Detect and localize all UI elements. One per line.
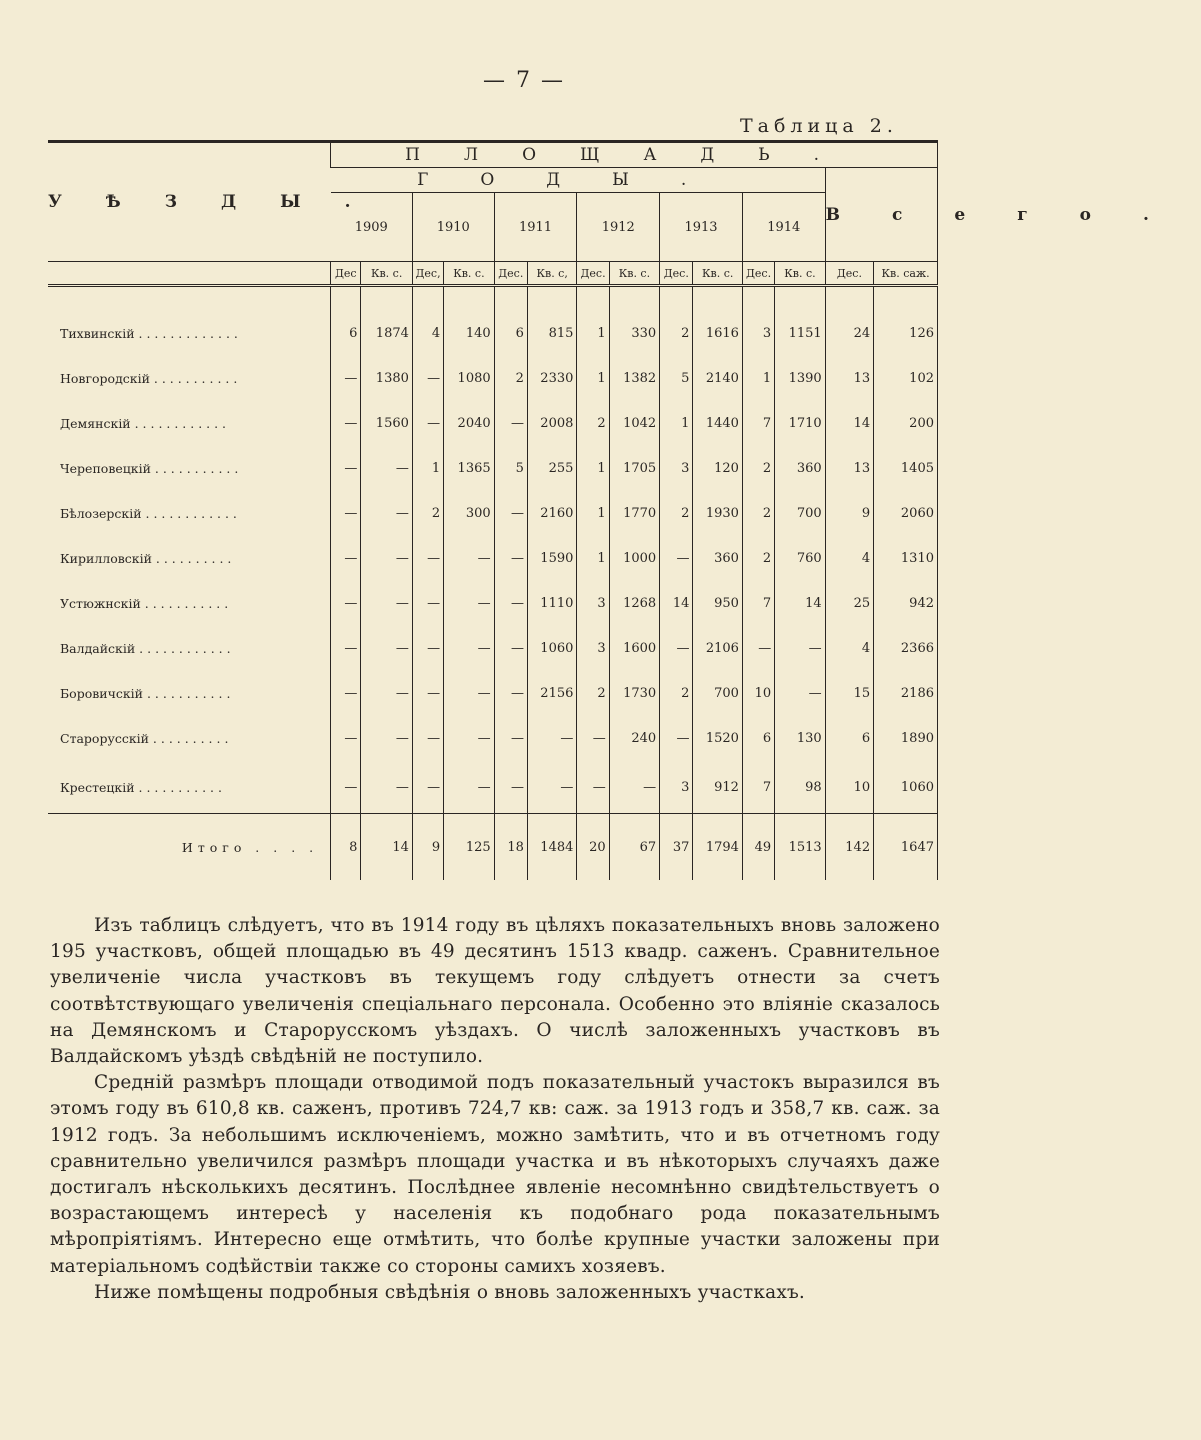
table-row [48, 716, 938, 761]
table-cell: — [660, 716, 693, 761]
district-name: Крестецкій . . . . . . . . . . . [48, 761, 331, 814]
table-cell: 2060 [874, 491, 938, 536]
statistics-table [48, 143, 1201, 880]
header-total: Всего. [825, 168, 937, 262]
table-cell: 20 [577, 814, 609, 881]
table-cell: 1 [577, 311, 609, 356]
table-cell: 240 [609, 716, 659, 761]
table-cell: — [361, 581, 412, 626]
table-cell: — [361, 671, 412, 716]
table-cell: 49 [742, 814, 774, 881]
table-cell: 2 [494, 356, 527, 401]
table-cell: — [494, 536, 527, 581]
table-cell: 1930 [693, 491, 742, 536]
table-cell: 6 [331, 311, 361, 356]
table-cell: 1151 [775, 311, 825, 356]
table-cell: 1616 [693, 311, 742, 356]
table-cell: 1405 [874, 446, 938, 491]
district-name: Устюжнскій . . . . . . . . . . . [60, 596, 229, 611]
table-cell: 1310 [874, 536, 938, 581]
district-name: Череповецкій . . . . . . . . . . . [60, 461, 239, 476]
table-cell: — [527, 761, 576, 814]
table-cell: 102 [874, 356, 938, 401]
table-cell: 2160 [527, 491, 576, 536]
district-name: Новгородскій . . . . . . . . . . . [60, 371, 238, 386]
table-cell: 300 [444, 491, 494, 536]
table-cell: — [775, 671, 825, 716]
table-cell: — [527, 716, 576, 761]
district-name: Тихвинскій . . . . . . . . . . . . . [60, 326, 238, 341]
table-cell: 9 [412, 814, 443, 881]
header-unit: Дес. [577, 262, 609, 286]
table-cell: 200 [874, 401, 938, 446]
table-cell: 2 [577, 401, 609, 446]
table-cell: — [412, 716, 443, 761]
table-cell [609, 286, 659, 312]
table-row [48, 491, 938, 536]
table-cell: 1874 [361, 311, 412, 356]
table-cell: 142 [825, 814, 873, 881]
table-cell: — [361, 491, 412, 536]
header-year: 1914 [742, 193, 825, 262]
table-cell [577, 286, 609, 312]
header-year: 1909 [331, 193, 413, 262]
header-unit: Кв. с. [609, 262, 659, 286]
table-cell: 1705 [609, 446, 659, 491]
table-cell: — [412, 671, 443, 716]
district-name: Бѣлозерскій . . . . . . . . . . . . [60, 506, 237, 521]
table-cell [494, 286, 527, 312]
table-cell: 125 [444, 814, 494, 881]
header-unit: Кв. с, [527, 262, 576, 286]
table-cell: — [331, 716, 361, 761]
table-cell: — [361, 716, 412, 761]
table-cell: — [444, 536, 494, 581]
table-cell: 4 [825, 536, 873, 581]
header-unit: Кв. саж. [874, 262, 938, 286]
table-cell: — [775, 626, 825, 671]
table-cell: — [412, 536, 443, 581]
table-cell: 2 [660, 491, 693, 536]
table-cell: 2 [660, 311, 693, 356]
statistics-table-container [48, 140, 1201, 880]
table-cell: — [577, 716, 609, 761]
table-row [48, 401, 938, 446]
table-cell: 700 [775, 491, 825, 536]
table-cell: 1590 [527, 536, 576, 581]
table-total-row [48, 814, 938, 881]
table-cell: — [331, 356, 361, 401]
table-cell: 2 [577, 671, 609, 716]
table-cell: — [331, 761, 361, 814]
header-unit: Кв. с. [361, 262, 412, 286]
table-cell: — [577, 761, 609, 814]
table-cell: — [444, 626, 494, 671]
table-cell: — [660, 536, 693, 581]
table-cell: 98 [775, 761, 825, 814]
table-cell: 5 [660, 356, 693, 401]
header-area: ПЛОЩАДЬ. [331, 143, 938, 168]
table-cell: 6 [825, 716, 873, 761]
district-name: Итого . . . . [181, 839, 319, 855]
table-cell [742, 286, 774, 312]
table-cell: 2008 [527, 401, 576, 446]
district-name: Валдайскій . . . . . . . . . . . . [60, 641, 231, 656]
table-cell: — [412, 581, 443, 626]
table-cell: — [494, 671, 527, 716]
table-cell: 13 [825, 446, 873, 491]
table-cell: 3 [577, 581, 609, 626]
table-cell: 2 [412, 491, 443, 536]
table-cell: 3 [577, 626, 609, 671]
table-cell: 3 [660, 446, 693, 491]
table-cell: 2156 [527, 671, 576, 716]
header-unit: Кв. с. [693, 262, 742, 286]
table-cell: 360 [775, 446, 825, 491]
table-cell: 2186 [874, 671, 938, 716]
table-cell: 1042 [609, 401, 659, 446]
table-row [48, 356, 938, 401]
district-name [48, 286, 331, 312]
table-row [48, 671, 938, 716]
table-cell: 18 [494, 814, 527, 881]
table-cell: — [444, 581, 494, 626]
table-caption: Таблица 2. [740, 115, 898, 137]
table-cell: 2330 [527, 356, 576, 401]
table-cell: 1268 [609, 581, 659, 626]
table-cell: 1 [577, 491, 609, 536]
table-cell: — [660, 626, 693, 671]
header-years-label: ГОДЫ. [331, 168, 826, 193]
table-cell: — [331, 491, 361, 536]
header-year: 1913 [660, 193, 743, 262]
table-cell: 1 [742, 356, 774, 401]
table-cell: 2 [742, 536, 774, 581]
body-text [50, 913, 940, 1306]
table-cell: 14 [775, 581, 825, 626]
table-cell: 2 [742, 491, 774, 536]
table-cell [527, 286, 576, 312]
table-cell: 7 [742, 761, 774, 814]
table-cell [874, 286, 938, 312]
table-cell: — [412, 356, 443, 401]
table-cell: 37 [660, 814, 693, 881]
header-unit: Дес [331, 262, 361, 286]
table-cell: 1770 [609, 491, 659, 536]
table-cell: 6 [494, 311, 527, 356]
table-cell: 1 [660, 401, 693, 446]
table-cell: — [331, 581, 361, 626]
table-cell [775, 286, 825, 312]
table-cell: 5 [494, 446, 527, 491]
table-cell: 25 [825, 581, 873, 626]
header-unit: Кв. с. [775, 262, 825, 286]
table-cell: 1080 [444, 356, 494, 401]
table-row [48, 446, 938, 491]
table-cell [361, 286, 412, 312]
table-cell: — [361, 446, 412, 491]
table-cell: 8 [331, 814, 361, 881]
table-spacer-row [48, 286, 938, 312]
table-cell: 1513 [775, 814, 825, 881]
table-cell: — [361, 536, 412, 581]
table-cell: — [412, 761, 443, 814]
header-year: 1910 [412, 193, 494, 262]
table-cell: 4 [412, 311, 443, 356]
header-unit: Дес. [825, 262, 873, 286]
table-cell: 1382 [609, 356, 659, 401]
district-name: Кирилловскій . . . . . . . . . . [60, 551, 232, 566]
table-cell: — [331, 626, 361, 671]
table-cell: 912 [693, 761, 742, 814]
table-cell: — [331, 536, 361, 581]
district-name: Демянскій . . . . . . . . . . . . [60, 416, 227, 431]
table-cell: 10 [742, 671, 774, 716]
table-cell: — [494, 401, 527, 446]
table-cell: 1060 [527, 626, 576, 671]
district-name: Старорусскій . . . . . . . . . . [60, 731, 229, 746]
table-cell: 3 [742, 311, 774, 356]
table-cell: — [494, 626, 527, 671]
table-cell: 815 [527, 311, 576, 356]
table-cell: 1 [412, 446, 443, 491]
table-cell: 1647 [874, 814, 938, 881]
table-cell: 4 [825, 626, 873, 671]
table-cell: 1365 [444, 446, 494, 491]
paragraph: Ниже помѣщены подробныя свѣдѣнія о вновь заложенныхъ участкахъ. [94, 1281, 806, 1303]
table-cell: 1560 [361, 401, 412, 446]
table-cell: 1710 [775, 401, 825, 446]
table-cell: — [412, 626, 443, 671]
table-cell: 14 [361, 814, 412, 881]
table-cell: 130 [775, 716, 825, 761]
table-cell: 1380 [361, 356, 412, 401]
table-cell: 255 [527, 446, 576, 491]
table-cell: 700 [693, 671, 742, 716]
table-cell: 120 [693, 446, 742, 491]
table-cell: 126 [874, 311, 938, 356]
table-cell: 1600 [609, 626, 659, 671]
table-cell: — [609, 761, 659, 814]
table-cell: 1484 [527, 814, 576, 881]
paragraph: Изъ таблицъ слѣдуетъ, что въ 1914 году въ цѣляхъ показательныхъ вновь заложено 195 участковъ, общей площадью въ 49 десятинъ 1513 квадр. саженъ. Сравнительное увеличеніе числа участковъ въ текущемъ году слѣдуетъ отнести за счетъ соотвѣтствующаго увеличенія спеціальнаго персонала. Особенно это вліяніе сказалось на Демянскомъ и Старорусскомъ уѣздахъ. О числѣ заложенныхъ участковъ въ Валдайскомъ уѣздѣ свѣдѣній не поступило. [50, 915, 940, 1068]
table-cell: 7 [742, 581, 774, 626]
table-cell [331, 286, 361, 312]
page-number: — 7 — [483, 68, 565, 93]
table-row [48, 626, 938, 671]
table-cell: 1794 [693, 814, 742, 881]
header-unit: Дес. [660, 262, 693, 286]
table-cell: 67 [609, 814, 659, 881]
table-cell: — [361, 626, 412, 671]
table-cell: 2106 [693, 626, 742, 671]
table-cell: 14 [825, 401, 873, 446]
table-cell: — [331, 671, 361, 716]
table-cell: 330 [609, 311, 659, 356]
header-unit: Дес, [412, 262, 443, 286]
table-cell: 1110 [527, 581, 576, 626]
table-cell: — [444, 671, 494, 716]
header-year: 1911 [494, 193, 577, 262]
table-cell: 1 [577, 446, 609, 491]
table-cell: — [494, 761, 527, 814]
header-uezdy: УѢЗДЫ. [48, 143, 331, 262]
table-cell: 2 [742, 446, 774, 491]
header-unit: Кв. с. [444, 262, 494, 286]
table-cell: 13 [825, 356, 873, 401]
table-cell: 2040 [444, 401, 494, 446]
table-cell: 1440 [693, 401, 742, 446]
table-cell: 1 [577, 356, 609, 401]
table-cell: 760 [775, 536, 825, 581]
table-cell: 2140 [693, 356, 742, 401]
table-cell: 9 [825, 491, 873, 536]
table-cell [693, 286, 742, 312]
table-cell: 10 [825, 761, 873, 814]
table-cell: 2 [660, 671, 693, 716]
table-cell: 950 [693, 581, 742, 626]
table-cell: — [444, 761, 494, 814]
table-cell: — [412, 401, 443, 446]
table-cell [412, 286, 443, 312]
table-cell: — [494, 581, 527, 626]
table-row [48, 536, 938, 581]
header-units-spacer [48, 262, 331, 286]
header-unit: Дес. [494, 262, 527, 286]
header-year: 1912 [577, 193, 660, 262]
table-cell: 15 [825, 671, 873, 716]
table-cell: — [742, 626, 774, 671]
table-cell: 1890 [874, 716, 938, 761]
table-cell: 942 [874, 581, 938, 626]
table-cell: 3 [660, 761, 693, 814]
table-cell: 1730 [609, 671, 659, 716]
table-cell: — [444, 716, 494, 761]
table-cell: 1520 [693, 716, 742, 761]
table-cell [444, 286, 494, 312]
table-cell: — [494, 716, 527, 761]
table-cell: 360 [693, 536, 742, 581]
table-cell: — [331, 446, 361, 491]
table-cell [825, 286, 873, 312]
table-cell: 24 [825, 311, 873, 356]
table-row [48, 311, 938, 356]
table-row [48, 761, 938, 814]
table-cell [660, 286, 693, 312]
table-cell: — [494, 491, 527, 536]
paragraph: Средній размѣръ площади отводимой подъ показательный участокъ выразился въ этомъ году въ 610,8 кв. саженъ, противъ 724,7 кв: саж. за 1913 годъ и 358,7 кв. саж. за 1912 годъ. За небольшимъ исключеніемъ, можно замѣтить, что и въ отчетномъ году сравнительно увеличился размѣръ площади участка и въ нѣкоторыхъ случаяхъ даже достигалъ нѣсколькихъ десятинъ. Послѣднее явленіе несомнѣнно свидѣтельствуетъ о возрастающемъ интересѣ у населенія къ подобнаго рода показательнымъ мѣропріятіямъ. Интересно еще отмѣтить, что болѣе крупные участки заложены при матеріальномъ содѣйствіи также со стороны самихъ хозяевъ. [50, 1072, 940, 1277]
table-cell: 14 [660, 581, 693, 626]
table-cell: — [361, 761, 412, 814]
table-row [48, 581, 938, 626]
table-cell: 1 [577, 536, 609, 581]
header-unit: Дес. [742, 262, 774, 286]
table-cell: 140 [444, 311, 494, 356]
table-cell: 2366 [874, 626, 938, 671]
district-name: Боровичскій . . . . . . . . . . . [60, 686, 231, 701]
table-cell: 1000 [609, 536, 659, 581]
table-cell: 1060 [874, 761, 938, 814]
table-cell: — [331, 401, 361, 446]
table-cell: 1390 [775, 356, 825, 401]
table-cell: 6 [742, 716, 774, 761]
table-cell: 7 [742, 401, 774, 446]
